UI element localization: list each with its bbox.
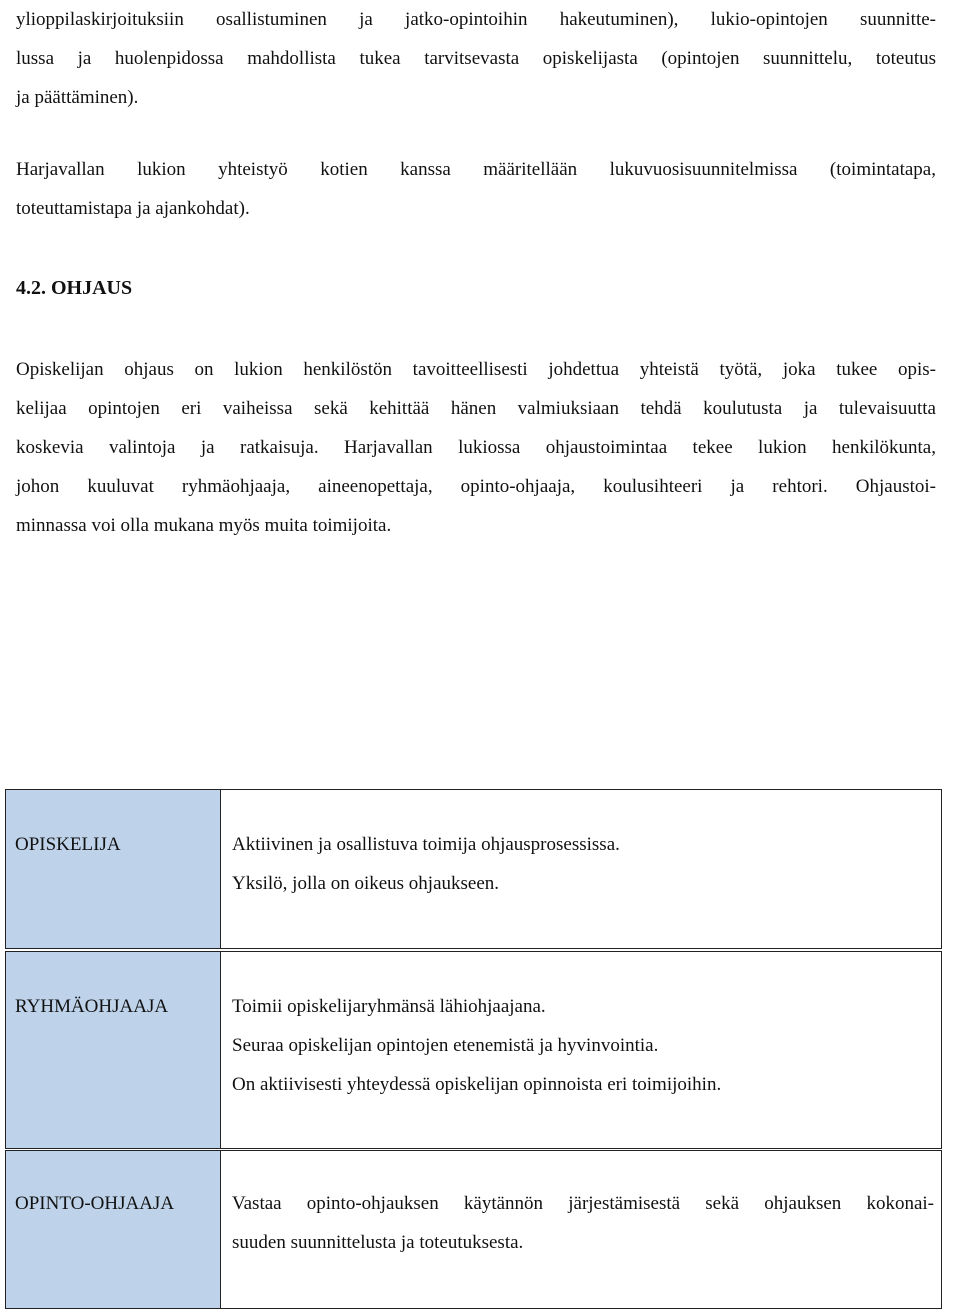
role-row-ryhmaohjaaja	[5, 951, 942, 1149]
paragraph-line: kelijaa opintojen eri vaiheissa sekä kehittää hänen valmiuksiaan tehdä koulutusta ja tulevaisuutta	[16, 398, 936, 419]
role-row-opinto-ohjaaja	[5, 1150, 942, 1309]
intro-paragraph	[16, 0, 936, 117]
role-description	[232, 825, 934, 903]
paragraph-line: Opiskelijan ohjaus on lukion henkilöstön tavoitteellisesti johdettua yhteistä työtä, joka tukee opis-	[16, 359, 936, 380]
paragraph-line: lussa ja huolenpidossa mahdollista tukea tarvitsevasta opiskelijasta (opintojen suunnittelu, toteutus	[16, 48, 936, 69]
role-description-line: Yksilö, jolla on oikeus ohjaukseen.	[232, 873, 500, 894]
role-label: OPISKELIJA	[15, 834, 121, 855]
role-description	[232, 1184, 934, 1262]
role-description-line: On aktiivisesti yhteydessä opiskelijan opinnoista eri toimijoihin.	[232, 1074, 722, 1095]
role-description-line: Vastaa opinto-ohjauksen käytännön järjestämisestä sekä ohjauksen kokonai-	[232, 1193, 934, 1214]
paragraph-line: toteuttamistapa ja ajankohdat).	[16, 198, 250, 219]
role-label-cell	[6, 790, 221, 948]
role-label-cell	[6, 1151, 221, 1308]
section-heading: 4.2. OHJAUS	[16, 277, 133, 299]
role-label-cell	[6, 952, 221, 1148]
paragraph-line: ja päättäminen).	[16, 87, 139, 108]
paragraph-line: minnassa voi olla mukana myös muita toimijoita.	[16, 515, 392, 536]
role-description-line: suuden suunnittelusta ja toteutuksesta.	[232, 1232, 524, 1253]
role-row-opiskelija	[5, 789, 942, 949]
role-description-line: Seuraa opiskelijan opintojen etenemistä ja hyvinvointia.	[232, 1035, 659, 1056]
paragraph-line: Harjavallan lukion yhteistyö kotien kanssa määritellään lukuvuosisuunnitelmissa (toimintatapa,	[16, 159, 936, 180]
role-label: OPINTO-OHJAAJA	[15, 1193, 175, 1214]
role-description	[232, 987, 934, 1104]
role-description-line: Aktiivinen ja osallistuva toimija ohjausprosessissa.	[232, 834, 620, 855]
role-description-line: Toimii opiskelijaryhmänsä lähiohjaajana.	[232, 996, 546, 1017]
paragraph-line: koskevia valintoja ja ratkaisuja. Harjavallan lukiossa ohjaustoimintaa tekee lukion henkilökunta,	[16, 437, 936, 458]
paragraph-line: ylioppilaskirjoituksiin osallistuminen ja jatko-opintoihin hakeutuminen), lukio-opintojen suunnitte-	[16, 9, 936, 30]
cooperation-paragraph	[16, 150, 936, 228]
role-label: RYHMÄOHJAAJA	[15, 996, 169, 1017]
guidance-paragraph	[16, 350, 936, 545]
paragraph-line: johon kuuluvat ryhmäohjaaja, aineenopettaja, opinto-ohjaaja, koulusihteeri ja rehtori. Ohjaustoi-	[16, 476, 936, 497]
